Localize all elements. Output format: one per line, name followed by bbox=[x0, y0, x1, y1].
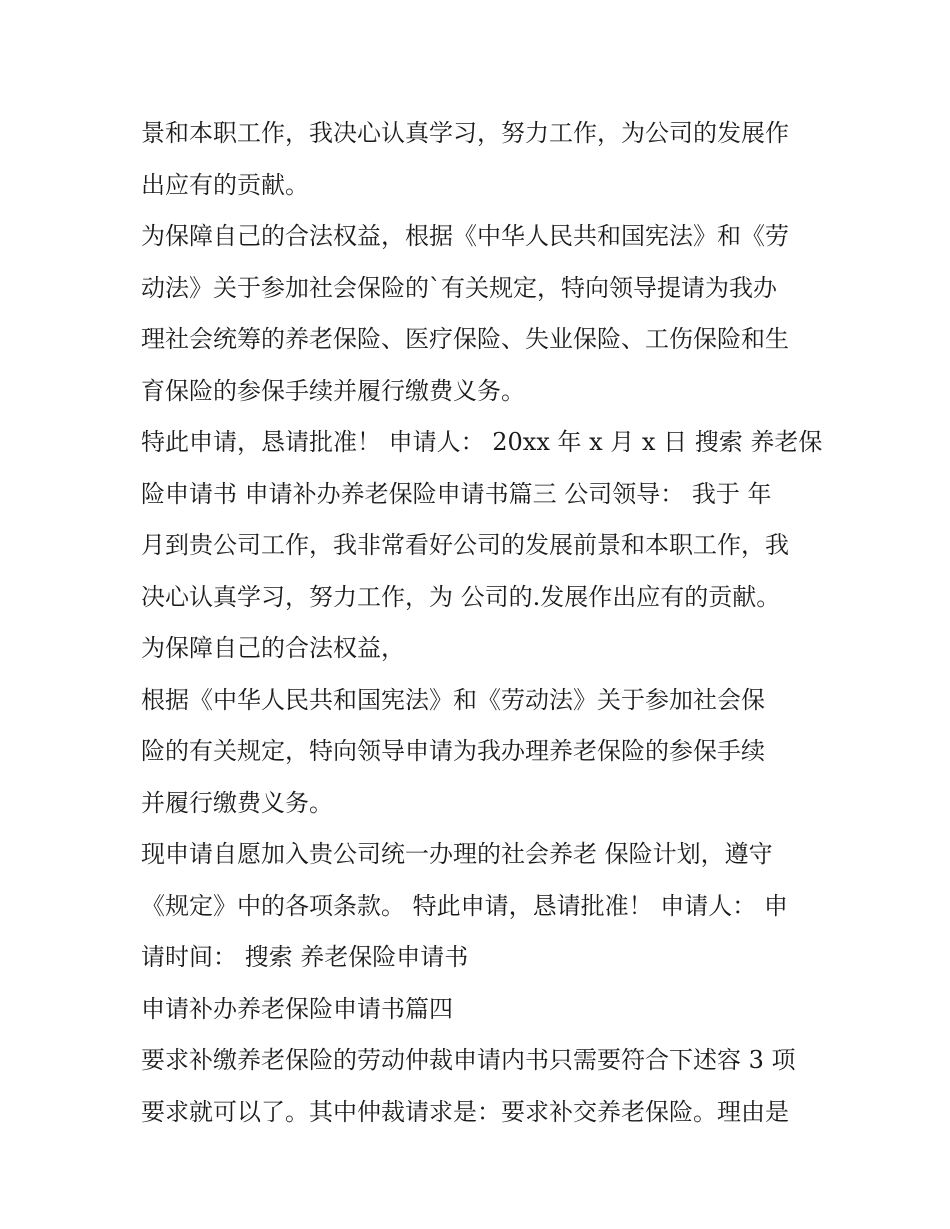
text-line: 《规定》中的各项条款。 特此申请，恳请批准！ 申请人： 申 bbox=[141, 891, 788, 920]
text-line: 出应有的贡献。 bbox=[141, 170, 309, 199]
text-line: 为保障自己的合法权益，根据《中华人民共和国宪法》和《劳 bbox=[141, 222, 789, 250]
text-line: 要求就可以了。其中仲裁请求是：要求补交养老保险。理由是 bbox=[141, 1097, 789, 1126]
section-heading: 申请补办养老保险申请书篇四 bbox=[141, 994, 453, 1023]
text-line: 险的有关规定，特向领导申请为我办理养老保险的参保手续 bbox=[141, 737, 765, 765]
text-line: 景和本职工作，我决心认真学习，努力工作，为公司的发展作 bbox=[141, 119, 789, 147]
text-line: 并履行缴费义务。 bbox=[141, 788, 333, 817]
text-line: 特此申请，恳请批准！ 申请人： 20xx 年 x 月 x 日 搜索 养老保 bbox=[141, 428, 823, 456]
text-line: 理社会统筹的养老保险、医疗保险、失业保险、工伤保险和生 bbox=[141, 325, 789, 353]
text-line: 动法》关于参加社会保险的`有关规定，特向领导提请为我办 bbox=[141, 273, 777, 302]
text-line: 月到贵公司工作，我非常看好公司的发展前景和本职工作，我 bbox=[141, 531, 789, 559]
text-line: 育保险的参保手续并履行缴费义务。 bbox=[141, 376, 525, 405]
text-line: 为保障自己的合法权益， bbox=[141, 634, 405, 662]
text-line: 险申请书 申请补办养老保险申请书篇三 公司领导： 我于 年 bbox=[141, 479, 772, 508]
text-line: 决心认真学习，努力工作，为 公司的.发展作出应有的贡献。 bbox=[141, 582, 781, 611]
text-line: 要求补缴养老保险的劳动仲裁申请内书只需要符合下述容 3 项 bbox=[141, 1046, 796, 1074]
text-line: 根据《中华人民共和国宪法》和《劳动法》关于参加社会保 bbox=[141, 685, 765, 714]
text-line: 请时间： 搜索 养老保险申请书 bbox=[141, 943, 469, 971]
document-body bbox=[141, 108, 821, 1138]
text-line: 现申请自愿加入贵公司统一办理的社会养老 保险计划，遵守 bbox=[141, 840, 773, 868]
